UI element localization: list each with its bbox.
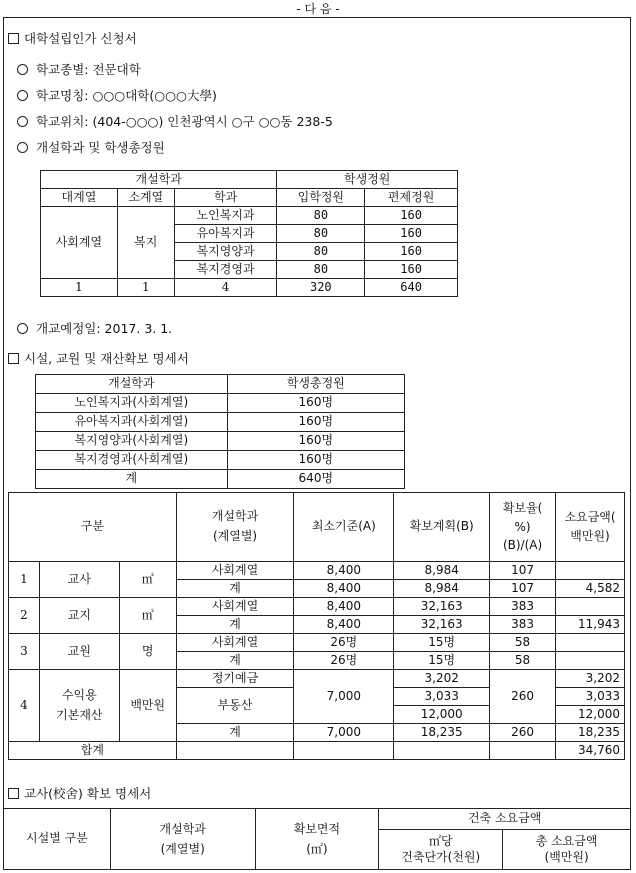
header-unit-cost: [379, 829, 503, 869]
cell-cost-empty: [556, 634, 625, 652]
cell-dept: 유아복지과(사회계열): [36, 413, 228, 432]
cell-cost-empty: [556, 652, 625, 670]
department-quota-table: [40, 170, 458, 297]
cell-rate: 260: [490, 724, 556, 742]
cell-total: 160: [365, 225, 458, 243]
cell-sum-label: 계: [36, 470, 228, 489]
cell-sum-b: 1: [117, 279, 174, 297]
cell-minor-field: 복지: [117, 207, 174, 279]
cell-rate: 383: [490, 616, 556, 634]
cell-dept: 유아복지과: [174, 225, 277, 243]
cell-entry: 80: [277, 261, 365, 279]
cell-social: 사회계열: [176, 634, 294, 652]
section-title-text: 대학설립인가 신청서: [24, 31, 137, 46]
header-cost-line1: 소요금액(: [564, 509, 616, 524]
cell-min: 26명: [294, 652, 394, 670]
cell-rate: 58: [490, 634, 556, 652]
item-text: 학교종별: 전문대학: [36, 62, 141, 77]
cell-social: 사회계열: [176, 598, 294, 616]
cell-total: 160: [365, 261, 458, 279]
header-unit-line1: ㎡당: [428, 834, 453, 849]
building-area-table: [3, 808, 631, 870]
cell-sum-total: 640: [365, 279, 458, 297]
header-area-line2: (㎡): [306, 842, 328, 856]
header-dept-line2: (계열별): [212, 529, 258, 543]
cell-no: 4: [9, 670, 40, 742]
checkbox-square-icon: [8, 33, 19, 44]
cell-cost: 18,235: [556, 724, 625, 742]
cell-plan: 8,984: [394, 562, 490, 580]
item-school-type: [17, 60, 141, 78]
cell-subtotal: 계: [176, 652, 294, 670]
cell-subtotal: 계: [176, 616, 294, 634]
cell-total: 160명: [227, 394, 404, 413]
cell-plan: 32,163: [394, 598, 490, 616]
item-school-name: [17, 86, 217, 104]
checkbox-square-icon: [8, 353, 19, 364]
cell-rate: 260: [490, 670, 556, 724]
cell-sum-a: 1: [41, 279, 118, 297]
header-student-quota: 학생정원: [277, 171, 458, 189]
cell-unit: 명: [119, 634, 176, 670]
header-rate-line2: %): [514, 519, 531, 534]
cell-cost: 11,943: [556, 616, 625, 634]
cell-unit: ㎡: [119, 598, 176, 634]
header-rate: [490, 493, 556, 562]
header-total-quota: 편제정원: [365, 189, 458, 207]
circle-bullet-icon: [17, 116, 28, 127]
checkbox-square-icon: [8, 788, 19, 799]
circle-bullet-icon: [17, 323, 28, 334]
header-rate-line3: (B)/(A): [502, 538, 543, 553]
cell-sum-total: 640명: [227, 470, 404, 489]
item-departments: [17, 138, 165, 156]
cell-rate: 107: [490, 562, 556, 580]
header-facility-category: 시설별 구분: [4, 809, 111, 870]
cell-name-line2: 기본재산: [56, 707, 103, 722]
cell-plan: 15명: [394, 634, 490, 652]
header-departments: [110, 809, 255, 870]
cell-sum-c: 4: [174, 279, 277, 297]
item-text: 학교명칭: ○○○대학(○○○大學): [36, 88, 217, 103]
cell-dept: 복지영양과: [174, 243, 277, 261]
cell-no: 2: [9, 598, 40, 634]
cell-no: 1: [9, 562, 40, 598]
item-opening-date: [17, 319, 172, 337]
section-title-buildings: [8, 784, 151, 802]
cell-dept: 복지경영과(사회계열): [36, 451, 228, 470]
cell-unit: 백만원: [119, 670, 176, 742]
header-dept-line2: (계열별): [160, 842, 205, 856]
header-major: 학과: [174, 189, 277, 207]
cell-empty: [490, 742, 556, 760]
cell-plan: 12,000: [394, 706, 490, 724]
header-unit-line2: 건축단가(천원): [401, 850, 481, 865]
cell-plan: 15명: [394, 652, 490, 670]
cell-sum-entry: 320: [277, 279, 365, 297]
cell-cost: 4,582: [556, 580, 625, 598]
header-area: [255, 809, 379, 870]
header-departments: [176, 493, 294, 562]
cell-empty: [176, 742, 294, 760]
cell-cost: 12,000: [556, 706, 625, 724]
section-title-application: [8, 29, 137, 47]
header-departments: 개설학과: [41, 171, 277, 189]
cell-rate: 383: [490, 598, 556, 616]
header-entry-quota: 입학정원: [277, 189, 365, 207]
cell-name: [39, 670, 119, 742]
header-dept-line1: 개설학과: [211, 509, 259, 524]
section-title-text: 교사(校舍) 확보 명세서: [24, 786, 152, 801]
cell-dept: 노인복지과(사회계열): [36, 394, 228, 413]
cell-total: 160명: [227, 432, 404, 451]
cell-min: 26명: [294, 634, 394, 652]
cell-plan: 3,033: [394, 688, 490, 706]
cell-plan: 3,202: [394, 670, 490, 688]
cell-total: 160명: [227, 451, 404, 470]
cell-unit: ㎡: [119, 562, 176, 598]
header-total-cost: [503, 829, 631, 869]
header-minor-field: 소계열: [117, 189, 174, 207]
cell-empty: [394, 742, 490, 760]
header-plan: 확보계획(B): [394, 493, 490, 562]
cell-name-line1: 수익용: [61, 688, 97, 703]
header-build-cost: 건축 소요금액: [379, 809, 631, 830]
item-text: 개교예정일: 2017. 3. 1.: [36, 321, 173, 336]
cell-entry: 80: [277, 243, 365, 261]
header-totalcost-line2: (백만원): [544, 850, 589, 865]
header-dept-line1: 개설학과: [159, 821, 206, 836]
cell-dept: 복지영양과(사회계열): [36, 432, 228, 451]
header-rate-line1: 확보율(: [502, 501, 543, 516]
cell-min: 7,000: [294, 724, 394, 742]
cell-total: 160명: [227, 413, 404, 432]
header-area-line1: 확보면적: [293, 821, 341, 836]
cell-real-estate: 부동산: [176, 688, 294, 724]
cell-rate: 107: [490, 580, 556, 598]
cell-min: 7,000: [294, 670, 394, 724]
cell-major-field: 사회계열: [41, 207, 118, 279]
circle-bullet-icon: [17, 64, 28, 75]
cell-empty: [294, 742, 394, 760]
cell-dept: 복지경영과: [174, 261, 277, 279]
header-student-total: 학생총정원: [227, 375, 404, 394]
header-minimum: 최소기준(A): [294, 493, 394, 562]
cell-grand-label: 합계: [9, 742, 177, 760]
section-title-text: 시설, 교원 및 재산확보 명세서: [24, 351, 189, 366]
cell-plan: 32,163: [394, 616, 490, 634]
header-major-field: 대계열: [41, 189, 118, 207]
cell-cost-empty: [556, 562, 625, 580]
header-cost-line2: 백만원): [570, 529, 610, 543]
cell-cost-empty: [556, 598, 625, 616]
cell-cost: 3,202: [556, 670, 625, 688]
header-departments: 개설학과: [36, 375, 228, 394]
cell-plan: 18,235: [394, 724, 490, 742]
cell-name: 교사: [39, 562, 119, 598]
cell-grand-cost: 34,760: [556, 742, 625, 760]
circle-bullet-icon: [17, 142, 28, 153]
cell-entry: 80: [277, 225, 365, 243]
cell-name: 교지: [39, 598, 119, 634]
cell-min: 8,400: [294, 598, 394, 616]
student-total-table: [35, 374, 405, 489]
cell-total: 160: [365, 243, 458, 261]
facilities-staff-assets-table: [8, 492, 625, 760]
circle-bullet-icon: [17, 90, 28, 101]
header-totalcost-line1: 총 소요금액: [535, 834, 598, 849]
item-text: 개설학과 및 학생총정원: [36, 140, 165, 155]
cell-plan: 8,984: [394, 580, 490, 598]
cell-no: 3: [9, 634, 40, 670]
item-text: 학교위치: (404-○○○) 인천광역시 ○구 ○○동 238-5: [36, 114, 333, 129]
cell-rate: 58: [490, 652, 556, 670]
notice-header: - 다 음 -: [296, 2, 340, 16]
item-school-location: [17, 112, 333, 130]
cell-min: 8,400: [294, 562, 394, 580]
header-category: 구분: [9, 493, 177, 562]
header-cost: [556, 493, 625, 562]
cell-min: 8,400: [294, 616, 394, 634]
cell-cost: 3,033: [556, 688, 625, 706]
cell-min: 8,400: [294, 580, 394, 598]
cell-subtotal: 계: [176, 580, 294, 598]
cell-social: 사회계열: [176, 562, 294, 580]
section-title-facilities: [8, 349, 189, 367]
cell-total: 160: [365, 207, 458, 225]
cell-entry: 80: [277, 207, 365, 225]
cell-subtotal: 계: [176, 724, 294, 742]
cell-name: 교원: [39, 634, 119, 670]
cell-dept: 노인복지과: [174, 207, 277, 225]
cell-deposit: 정기예금: [176, 670, 294, 688]
